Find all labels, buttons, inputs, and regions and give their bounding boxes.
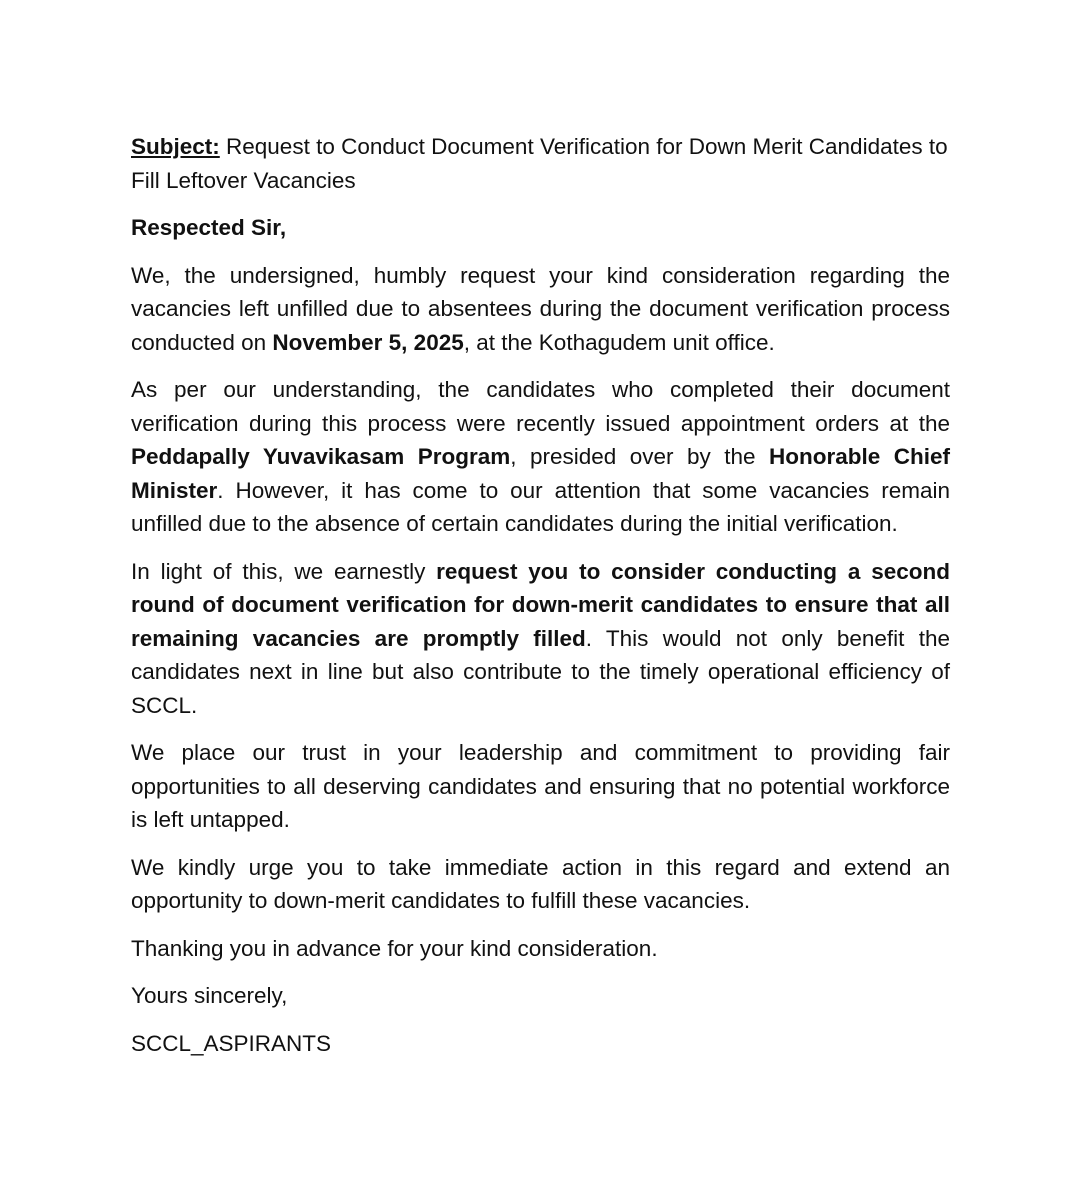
subject-line	[131, 130, 950, 197]
letter-body	[131, 130, 950, 1074]
verification-date: November 5, 2025	[272, 329, 464, 355]
paragraph-text: In light of this, we earnestly	[131, 558, 437, 584]
program-name: Peddapally Yuvavikasam Program	[131, 444, 511, 469]
subject-label: Subject:	[131, 134, 220, 159]
paragraph-text: . This would not only benefit the candidates next in line but also contribute to the timely operational efficiency of SCCL.	[131, 625, 950, 718]
paragraph-appointment-orders	[131, 373, 950, 541]
paragraph-text: , presided over by the	[510, 444, 769, 469]
signature: SCCL_ASPIRANTS	[131, 1030, 332, 1056]
thanks-line: Thanking you in advance for your kind consideration.	[131, 935, 658, 961]
subject-text: Request to Conduct Document Verification for Down Merit Candidates to Fill Leftover Vacancies	[131, 134, 948, 193]
chief-minister-title: Honorable Chief Minister	[131, 444, 950, 503]
paragraph-request-context	[131, 259, 950, 360]
salutation: Respected Sir,	[131, 215, 287, 240]
request-highlight: request you to consider conducting a second round of document verification for down-merit candidates to ensure that all remaining vacancies are promptly filled	[131, 558, 950, 651]
paragraph-text: We, the undersigned, humbly request your kind consideration regarding the vacancies left unfilled due to absentees during the document verification process conducted on	[131, 262, 950, 355]
paragraph-urge: We kindly urge you to take immediate action in this regard and extend an opportunity to down-merit candidates to fulfill these vacancies.	[131, 854, 950, 913]
paragraph-main-request	[131, 555, 950, 723]
paragraph-text: , at the Kothagudem unit office.	[463, 329, 775, 355]
paragraph-trust: We place our trust in your leadership and commitment to providing fair opportunities to all deserving candidates and ensuring that no potential workforce is left untapped.	[131, 740, 950, 832]
closing-line: Yours sincerely,	[131, 983, 288, 1008]
paragraph-text: As per our understanding, the candidates who completed their document verification during this process were recently issued appointment orders at the	[131, 377, 950, 436]
paragraph-text: . However, it has come to our attention that some vacancies remain unfilled due to the absence of certain candidates during the initial verification.	[131, 477, 950, 536]
